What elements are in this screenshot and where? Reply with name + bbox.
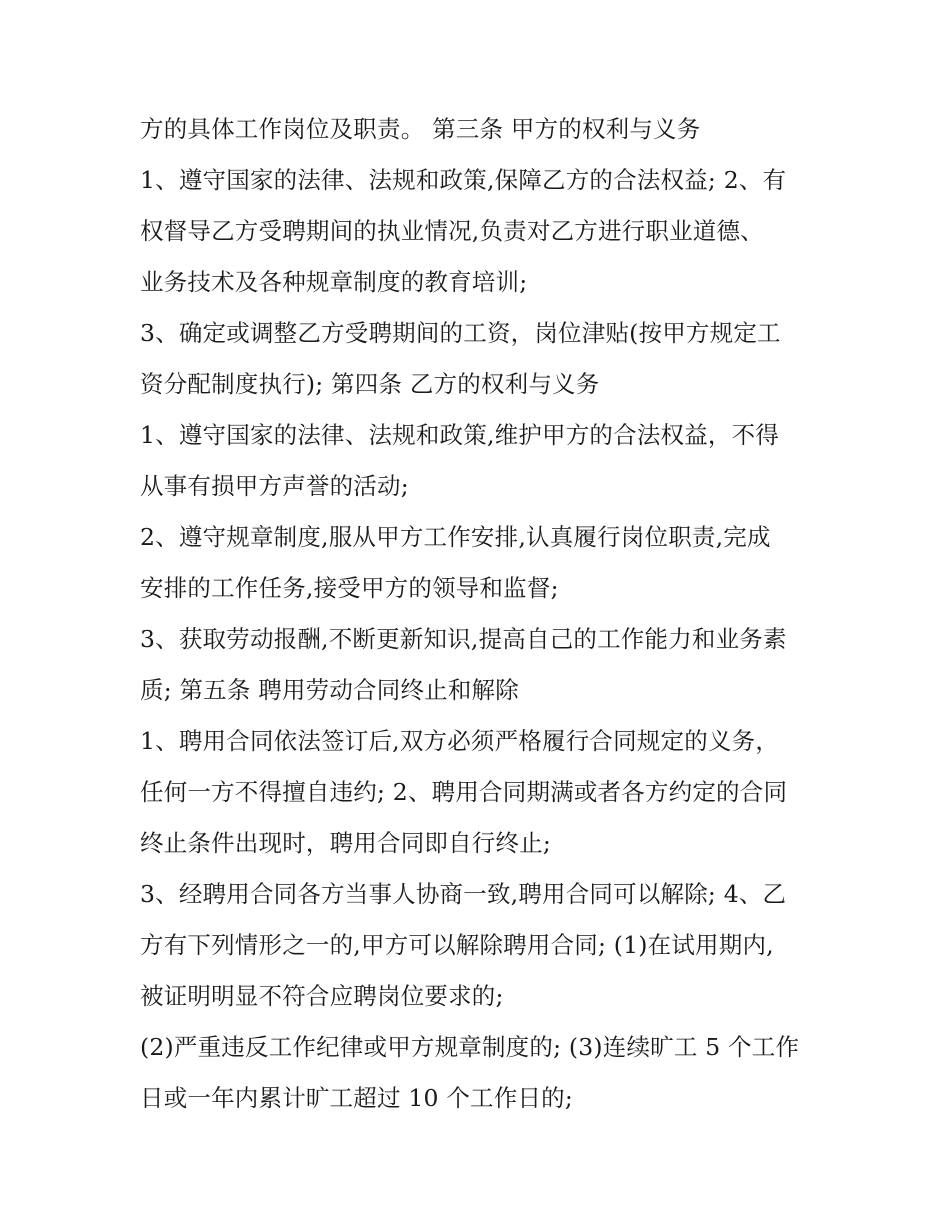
text-line: 2、遵守规章制度,服从甲方工作安排,认真履行岗位职责,完成 [140,523,771,551]
text-line: 3、经聘用合同各方当事人协商一致,聘用合同可以解除; 4、乙 [140,880,787,908]
text-line: 从事有损甲方声誉的活动; [140,472,409,500]
text-line: 任何一方不得擅自违约; 2、聘用合同期满或者各方约定的合同 [140,778,788,806]
text-line: 1、遵守国家的法律、法规和政策,保障乙方的合法权益; 2、有 [140,166,787,194]
text-line: 3、获取劳动报酬,不断更新知识,提高自己的工作能力和业务素 [140,625,787,653]
document-body [140,104,820,1124]
text-line: 安排的工作任务,接受甲方的领导和监督; [140,574,559,602]
text-line: 业务技术及各种规章制度的教育培训; [140,268,528,296]
text-line: 3、确定或调整乙方受聘期间的工资，岗位津贴(按甲方规定工 [140,319,781,347]
text-line: 1、遵守国家的法律、法规和政策,维护甲方的合法权益，不得 [140,421,780,449]
text-line: 权督导乙方受聘期间的执业情况,负责对乙方进行职业道德、 [140,217,764,245]
text-line: 方的具体工作岗位及职责。 第三条 甲方的权利与义务 [140,115,701,143]
text-line: 日或一年内累计旷工超过 10 个工作日的; [140,1084,573,1112]
text-line: (2)严重违反工作纪律或甲方规章制度的; (3)连续旷工 5 个工作 [140,1033,800,1061]
text-line: 被证明明显不符合应聘岗位要求的; [140,982,504,1010]
text-line: 资分配制度执行); 第四条 乙方的权利与义务 [140,370,600,398]
text-line: 方有下列情形之一的,甲方可以解除聘用合同; (1)在试用期内, [140,931,774,959]
text-line: 终止条件出现时，聘用合同即自行终止; [140,829,552,857]
text-line: 质; 第五条 聘用劳动合同终止和解除 [140,676,519,704]
text-line: 1、聘用合同依法签订后,双方必须严格履行合同规定的义务， [140,727,780,755]
